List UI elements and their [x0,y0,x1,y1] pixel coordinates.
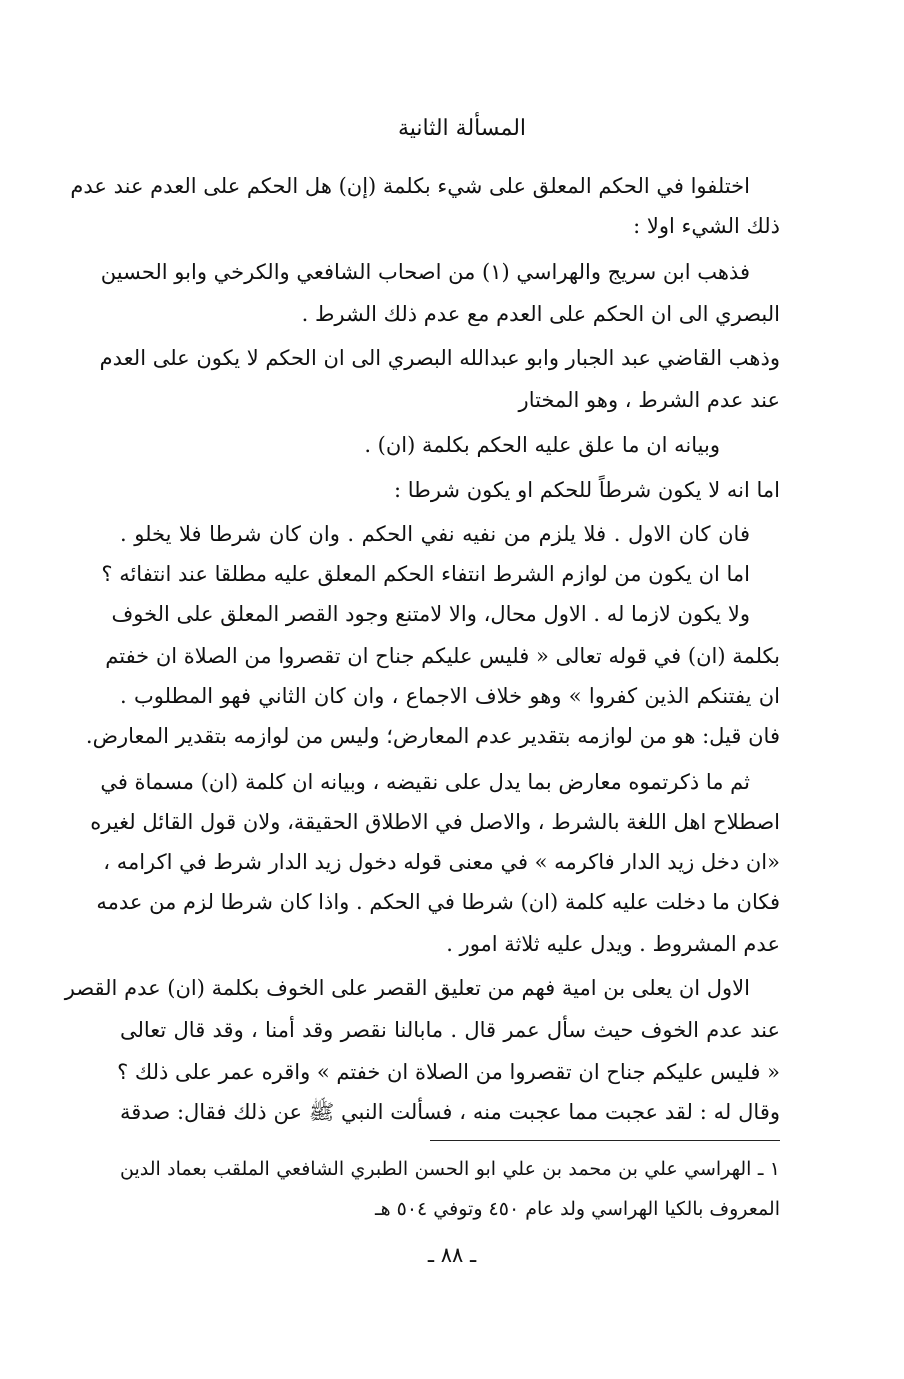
section-heading: المسألة الثانية [397,116,527,141]
page-number: ـ ٨٨ ـ [427,1243,477,1267]
text-line: اما انه لا يكون شرطاً للحكم او يكون شرطا : [393,478,780,502]
text-line: ولا يكون لازما له . الاول محال، والا لامتنع وجود القصر المعلق على الخوف [111,602,750,626]
text-line: ثم ما ذكرتموه معارض بما يدل على نقيضه ، وبيانه ان كلمة (ان) مسماة في [100,770,750,794]
text-line: اصطلاح اهل اللغة بالشرط ، والاصل في الاطلاق الحقيقة، ولان قول القائل لغيره [90,810,780,834]
text-line: وذهب القاضي عبد الجبار وابو عبدالله البصري الى ان الحكم لا يكون على العدم [99,346,780,370]
text-line: عند عدم الخوف حيث سأل عمر قال . مابالنا نقصر وقد أمنا ، وقد قال تعالى [120,1018,780,1042]
text-line: اختلفوا في الحكم المعلق على شيء بكلمة (إن) هل الحكم على العدم عند عدم [70,174,750,198]
text-line: فان كان الاول . فلا يلزم من نفيه نفي الحكم . وان كان شرطا فلا يخلو . [120,522,750,546]
text-line: فان قيل: هو من لوازمه بتقدير عدم المعارض؛ وليس من لوازمه بتقدير المعارض. [85,724,780,748]
text-line: ذلك الشيء اولا : [633,214,780,238]
text-line: فذهب ابن سريج والهراسي (١) من اصحاب الشافعي والكرخي وابو الحسين [100,260,750,284]
text-line: البصري الى ان الحكم على العدم مع عدم ذلك الشرط . [301,302,780,326]
footnote-line: المعروف بالكيا الهراسي ولد عام ٤٥٠ وتوفي ٥٠٤ هـ [375,1198,780,1220]
footnote-line: ١ ـ الهراسي علي بن محمد بن علي ابو الحسن الطبري الشافعي الملقب بعماد الدين [120,1158,780,1180]
text-line: فكان ما دخلت عليه كلمة (ان) شرطا في الحكم . واذا كان شرطا لزم من عدمه [96,890,780,914]
text-line: « فليس عليكم جناح ان تقصروا من الصلاة ان خفتم » واقره عمر على ذلك ؟ [117,1060,780,1084]
text-line: عدم المشروط . ويدل عليه ثلاثة امور . [446,932,780,956]
text-line: عند عدم الشرط ، وهو المختار [518,388,780,412]
text-line: اما ان يكون من لوازم الشرط انتفاء الحكم المعلق عليه مطلقا عند انتفائه ؟ [101,562,750,586]
text-line: ان يفتنكم الذين كفروا » وهو خلاف الاجماع ، وان كان الثاني فهو المطلوب . [120,684,780,708]
footnote-divider [430,1140,780,1141]
text-line: «ان دخل زيد الدار فاكرمه » في معنى قوله دخول زيد الدار شرط في اكرامه ، [103,850,780,874]
text-line: بكلمة (ان) في قوله تعالى « فليس عليكم جناح ان تقصروا من الصلاة ان خفتم [105,644,780,668]
text-line: وبيانه ان ما علق عليه الحكم بكلمة (ان) . [364,433,720,457]
text-line: الاول ان يعلى بن امية فهم من تعليق القصر على الخوف بكلمة (ان) عدم القصر [64,976,750,1000]
text-line: وقال له : لقد عجبت مما عجبت منه ، فسألت النبي ﷺ عن ذلك فقال: صدقة [120,1100,780,1124]
